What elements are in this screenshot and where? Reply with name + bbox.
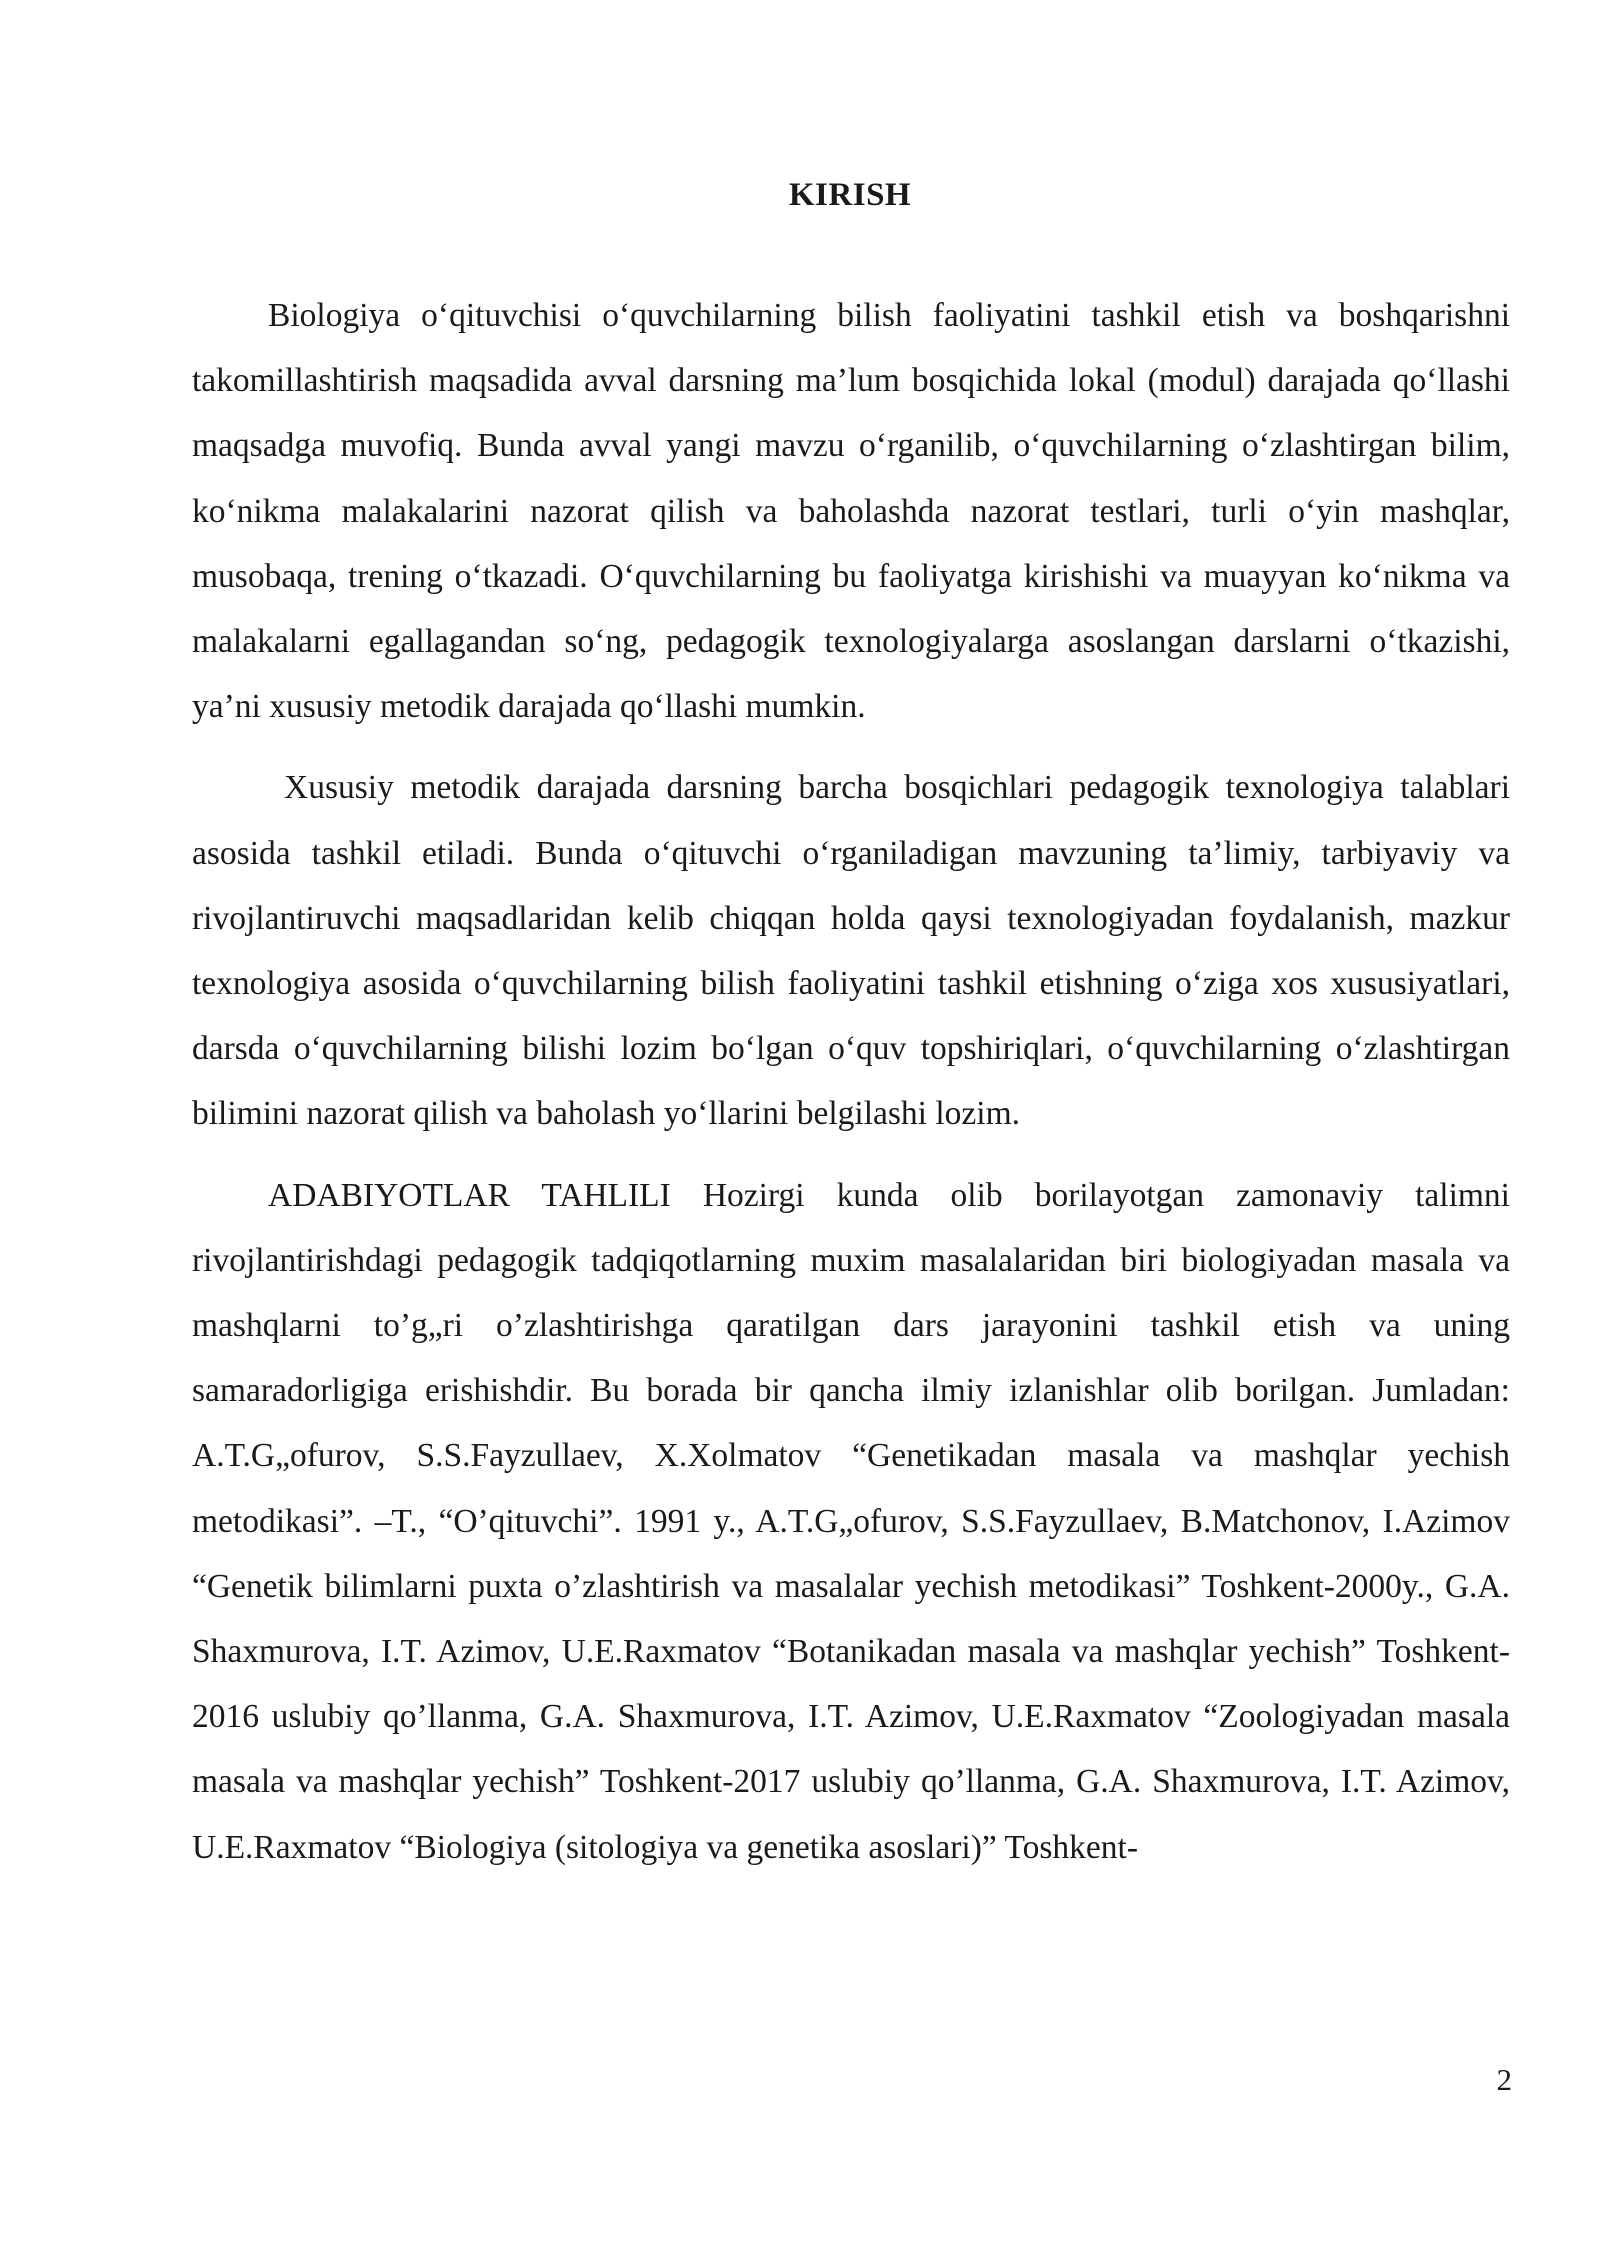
paragraph-intro: Biologiya o‘qituvchisi o‘quvchilarning bilish faoliyatini tashkil etish va boshqarishni takomillashtirish maqsadida avval darsning ma’lum bosqichida lokal (modul) darajada qo‘llashi maqsadga muvofiq. Bunda avval yangi mavzu o‘rganilib, o‘quvchilarning o‘zlashtirgan bilim, ko‘nikma malakalarini nazorat qilish va baholashda nazorat testlari, turli o‘yin mashqlar, musobaqa, trening o‘tkazadi. O‘quvchilarning bu faoliyatga kirishishi va muayyan ko‘nikma va malakalarni egallagandan so‘ng, pedagogik texnologiyalarga asoslangan darslarni o‘tkazishi, ya’ni xususiy metodik darajada qo‘llashi mumkin.: [192, 297, 1510, 726]
paragraph-methodology: Xususiy metodik darajada darsning barcha bosqichlari pedagogik texnologiya talablari asosida tashkil etiladi. Bunda o‘qituvchi o‘rganiladigan mavzuning ta’limiy, tarbiyaviy va rivojlantiruvchi maqsadlaridan kelib chiqqan holda qaysi texnologiyadan foydalanish, mazkur texnologiya asosida o‘quvchilarning bilish faoliyatini tashkil etishning o‘ziga xos xususiyatlari, darsda o‘quvchilarning bilishi lozim bo‘lgan o‘quv topshiriqlari, o‘quvchilarning o‘zlashtirgan bilimini nazorat qilish va baholash yo‘llarini belgilashi lozim.: [192, 769, 1510, 1133]
body-text: [192, 283, 1510, 1880]
page-number: 2: [1496, 2062, 1512, 2097]
paragraph-literature-review: ADABIYOTLAR TAHLILI Hozirgi kunda olib borilayotgan zamonaviy talimni rivojlantirishdagi pedagogik tadqiqotlarning muxim masalalaridan biri biologiyadan masala va mashqlarni to’g„ri o’zlashtirishga qaratilgan dars jarayonini tashkil etish va uning samaradorligiga erishishdir. Bu borada bir qancha ilmiy izlanishlar olib borilgan. Jumladan: A.T.G„ofurov, S.S.Fayzullaev, X.Xolmatov “Genetikadan masala va mashqlar yechish metodikasi”. –T., “O’qituvchi”. 1991 y., A.T.G„ofurov, S.S.Fayzullaev, B.Matchonov, I.Azimov “Genetik bilimlarni puxta o’zlashtirish va masalalar yechish metodikasi” Toshkent-2000y., G.A. Shaxmurova, I.T. Azimov, U.E.Raxmatov “Botanikadan masala va mashqlar yechish” Toshkent-2016 uslubiy qo’llanma, G.A. Shaxmurova, I.T. Azimov, U.E.Raxmatov “Zoologiyadan masala masala va mashqlar yechish” Toshkent-2017 uslubiy qo’llanma, G.A. Shaxmurova, I.T. Azimov, U.E.Raxmatov “Biologiya (sitologiya va genetika asoslari)” Toshkent-: [192, 1176, 1510, 1866]
section-title: KIRISH: [788, 177, 912, 214]
